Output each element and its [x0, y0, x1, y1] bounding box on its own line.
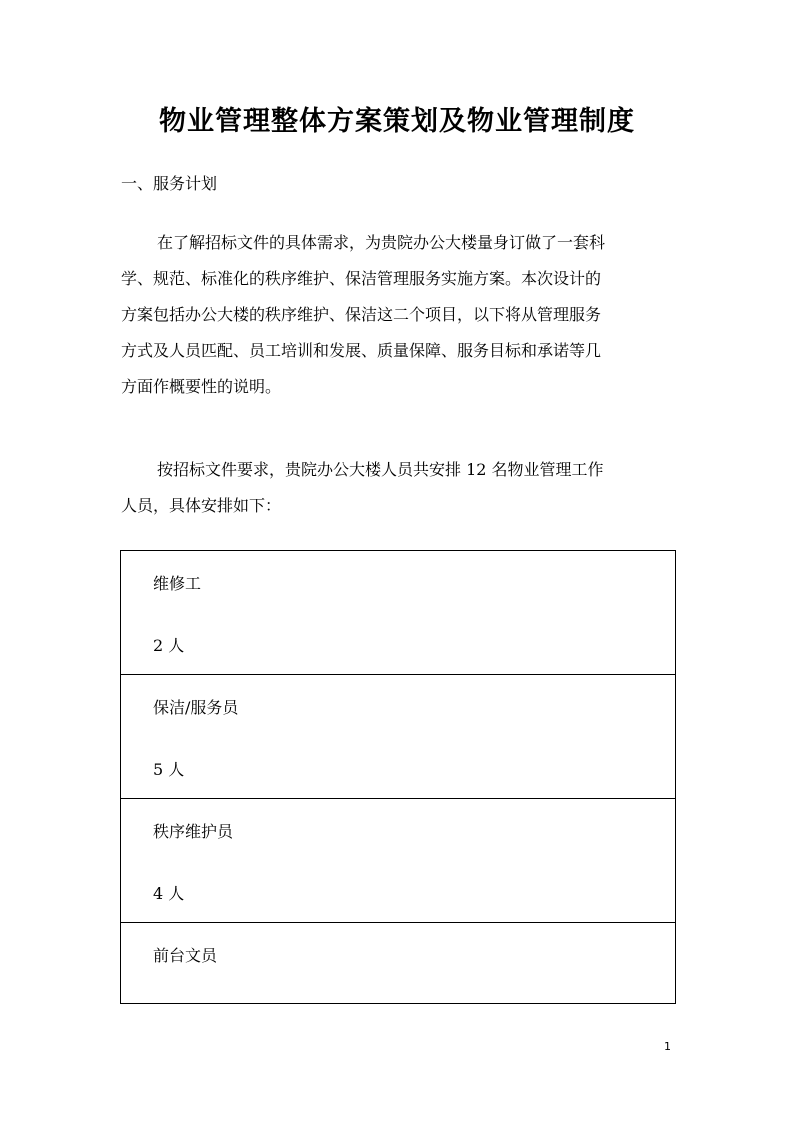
staff-table	[120, 550, 676, 1004]
staff-role: 保洁/服务员	[153, 698, 239, 717]
document-title: 物业管理整体方案策划及物业管理制度	[159, 106, 635, 137]
paragraph-line: 在了解招标文件的具体需求，为贵院办公大楼量身订做了一套科	[157, 233, 606, 252]
table-cell	[121, 675, 676, 799]
staff-role: 维修工	[153, 574, 202, 593]
intro-paragraph	[121, 225, 676, 405]
staffing-paragraph	[121, 452, 676, 524]
section-heading: 一、服务计划	[121, 174, 218, 193]
staff-role: 秩序维护员	[153, 822, 234, 841]
paragraph-line: 人员，具体安排如下：	[121, 496, 282, 515]
page-number: 1	[664, 1040, 671, 1053]
table-row	[121, 675, 676, 799]
table-cell	[121, 551, 676, 675]
table-row	[121, 551, 676, 675]
staff-count: 4 人	[153, 884, 185, 903]
staff-role: 前台文员	[153, 946, 218, 965]
table-row	[121, 799, 676, 923]
table-row	[121, 923, 676, 1004]
paragraph-line: 按招标文件要求，贵院办公大楼人员共安排 12 名物业管理工作	[157, 460, 604, 479]
staff-count: 2 人	[153, 636, 185, 655]
table-cell	[121, 923, 676, 1004]
paragraph-line: 方式及人员匹配、员工培训和发展、质量保障、服务目标和承诺等几	[121, 341, 602, 360]
paragraph-line: 方案包括办公大楼的秩序维护、保洁这二个项目，以下将从管理服务	[121, 305, 602, 324]
table-cell	[121, 799, 676, 923]
staff-count: 5 人	[153, 760, 185, 779]
paragraph-line: 方面作概要性的说明。	[121, 377, 282, 396]
paragraph-line: 学、规范、标准化的秩序维护、保洁管理服务实施方案。本次设计的	[121, 269, 602, 288]
